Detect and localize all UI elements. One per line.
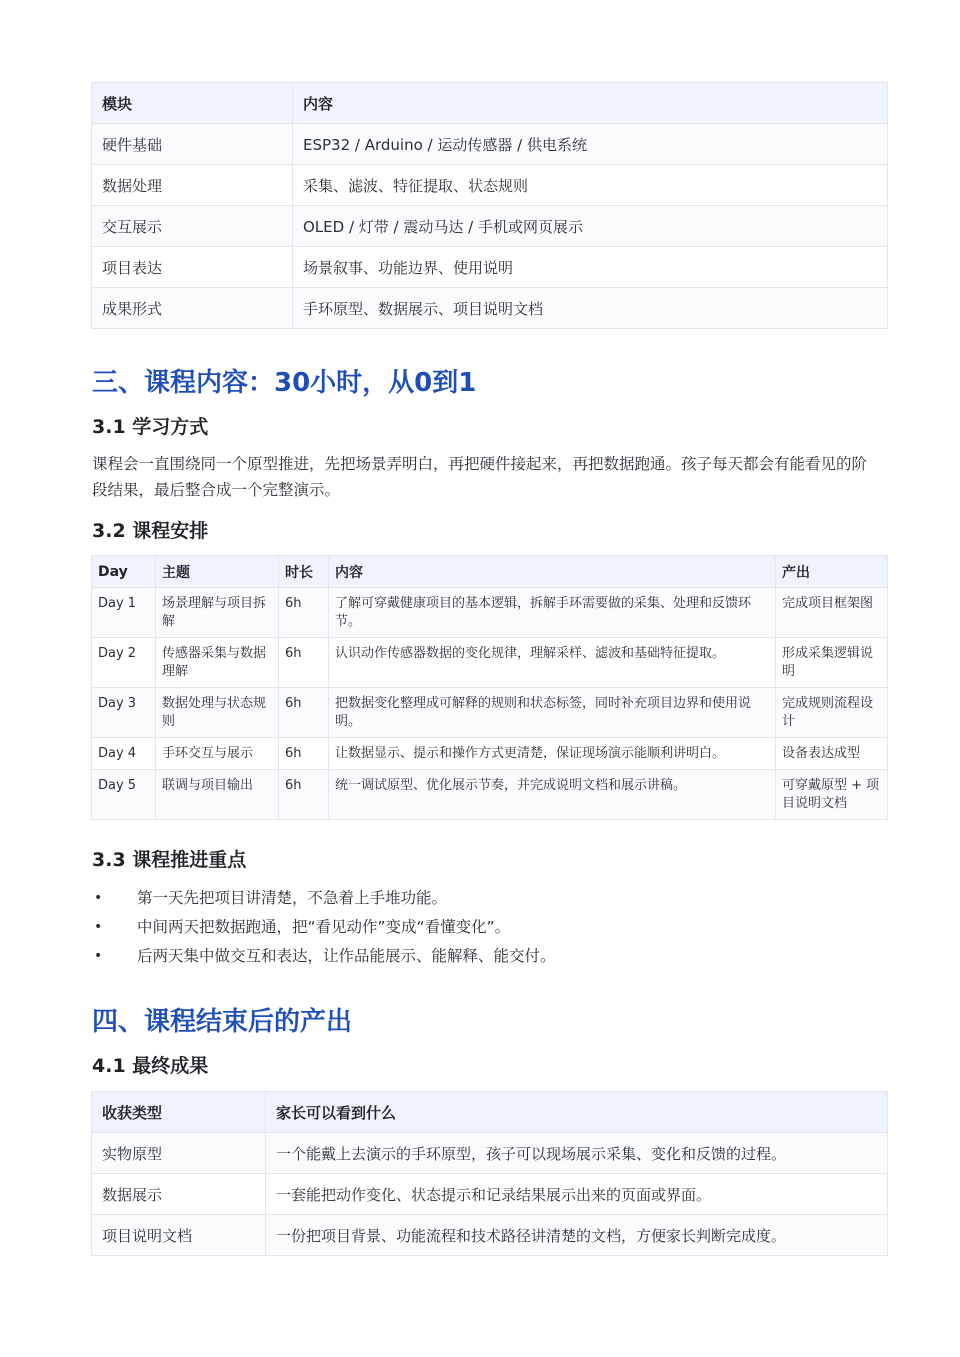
bullet-icon: •	[94, 948, 103, 964]
subsection-3-1-heading: 3.1 学习方式	[92, 416, 209, 438]
subsection-3-2-heading: 3.2 课程安排	[92, 520, 209, 542]
table-row	[92, 124, 888, 165]
subsection-4-1-heading: 4.1 最终成果	[92, 1055, 209, 1077]
table-cell: 采集、滤波、特征提取、状态规则	[293, 165, 888, 206]
list-item-text: 后两天集中做交互和表达，让作品能展示、能解释、能交付。	[137, 947, 556, 965]
table-row	[92, 165, 888, 206]
focus-bullet-list	[92, 884, 556, 971]
table-header-cell: 家长可以看到什么	[266, 1092, 888, 1133]
table-cell: 设备表达成型	[776, 738, 888, 770]
table-row	[92, 1133, 888, 1174]
table-cell: 手环原型、数据展示、项目说明文档	[293, 288, 888, 329]
section-3-heading: 三、课程内容：30小时，从0到1	[92, 368, 477, 398]
table-cell: 认识动作传感器数据的变化规律，理解采样、滤波和基础特征提取。	[329, 638, 776, 688]
table-cell: 可穿戴原型 + 项目说明文档	[776, 770, 888, 820]
table-cell: 6h	[279, 588, 329, 638]
table-cell: 统一调试原型、优化展示节奏，并完成说明文档和展示讲稿。	[329, 770, 776, 820]
table-row	[92, 206, 888, 247]
table-cell: 手环交互与展示	[156, 738, 279, 770]
table-row	[92, 638, 888, 688]
list-item	[92, 942, 556, 971]
table-row	[92, 688, 888, 738]
table-header-row	[92, 83, 888, 124]
table-row	[92, 1174, 888, 1215]
table-cell: 6h	[279, 738, 329, 770]
table-cell: 数据处理	[92, 165, 293, 206]
table-header-cell: 产出	[776, 556, 888, 588]
table-cell: ESP32 / Arduino / 运动传感器 / 供电系统	[293, 124, 888, 165]
table-cell: 了解可穿戴健康项目的基本逻辑，拆解手环需要做的采集、处理和反馈环节。	[329, 588, 776, 638]
table-cell: OLED / 灯带 / 震动马达 / 手机或网页展示	[293, 206, 888, 247]
table-cell: 项目表达	[92, 247, 293, 288]
table-cell: 实物原型	[92, 1133, 266, 1174]
table-cell: 交互展示	[92, 206, 293, 247]
table-header-cell: 模块	[92, 83, 293, 124]
table-cell: Day 1	[92, 588, 156, 638]
table-cell: Day 5	[92, 770, 156, 820]
table-header-row	[92, 556, 888, 588]
bullet-icon: •	[94, 919, 103, 935]
table-row	[92, 247, 888, 288]
table-cell: 一个能戴上去演示的手环原型，孩子可以现场展示采集、变化和反馈的过程。	[266, 1133, 888, 1174]
section-4-heading: 四、课程结束后的产出	[92, 1007, 353, 1037]
table-cell: Day 3	[92, 688, 156, 738]
table-header-cell: 内容	[329, 556, 776, 588]
table-cell: 项目说明文档	[92, 1215, 266, 1256]
bullet-icon: •	[94, 890, 103, 906]
table-row	[92, 738, 888, 770]
list-item	[92, 884, 556, 913]
table-cell: 硬件基础	[92, 124, 293, 165]
table-cell: Day 4	[92, 738, 156, 770]
list-item	[92, 913, 556, 942]
table-row	[92, 1215, 888, 1256]
results-table	[91, 1091, 888, 1256]
table-cell: 把数据变化整理成可解释的规则和状态标签，同时补充项目边界和使用说明。	[329, 688, 776, 738]
table-cell: 数据展示	[92, 1174, 266, 1215]
table-header-cell: 内容	[293, 83, 888, 124]
table-cell: 数据处理与状态规则	[156, 688, 279, 738]
table-row	[92, 288, 888, 329]
table-row	[92, 770, 888, 820]
table-cell: 完成规则流程设计	[776, 688, 888, 738]
table-header-row	[92, 1092, 888, 1133]
table-cell: 形成采集逻辑说明	[776, 638, 888, 688]
table-cell: 传感器采集与数据理解	[156, 638, 279, 688]
table-cell: 场景叙事、功能边界、使用说明	[293, 247, 888, 288]
table-cell: Day 2	[92, 638, 156, 688]
table-cell: 联调与项目输出	[156, 770, 279, 820]
subsection-3-3-heading: 3.3 课程推进重点	[92, 849, 247, 871]
list-item-text: 中间两天把数据跑通，把“看见动作”变成“看懂变化”。	[137, 918, 511, 936]
table-header-cell: 主题	[156, 556, 279, 588]
table-cell: 让数据显示、提示和操作方式更清楚，保证现场演示能顺利讲明白。	[329, 738, 776, 770]
table-cell: 成果形式	[92, 288, 293, 329]
table-cell: 一份把项目背景、功能流程和技术路径讲清楚的文档，方便家长判断完成度。	[266, 1215, 888, 1256]
table-cell: 场景理解与项目拆解	[156, 588, 279, 638]
table-cell: 6h	[279, 688, 329, 738]
table-cell: 6h	[279, 638, 329, 688]
table-cell: 完成项目框架图	[776, 588, 888, 638]
modules-table	[91, 82, 888, 329]
learning-method-paragraph: 课程会一直围绕同一个原型推进，先把场景弄明白，再把硬件接起来，再把数据跑通。孩子每天都会有能看见的阶段结果，最后整合成一个完整演示。	[92, 455, 868, 499]
table-header-cell: Day	[92, 556, 156, 588]
table-header-cell: 时长	[279, 556, 329, 588]
table-row	[92, 588, 888, 638]
table-cell: 一套能把动作变化、状态提示和记录结果展示出来的页面或界面。	[266, 1174, 888, 1215]
list-item-text: 第一天先把项目讲清楚，不急着上手堆功能。	[137, 889, 448, 907]
table-header-cell: 收获类型	[92, 1092, 266, 1133]
schedule-table	[91, 555, 888, 820]
table-cell: 6h	[279, 770, 329, 820]
